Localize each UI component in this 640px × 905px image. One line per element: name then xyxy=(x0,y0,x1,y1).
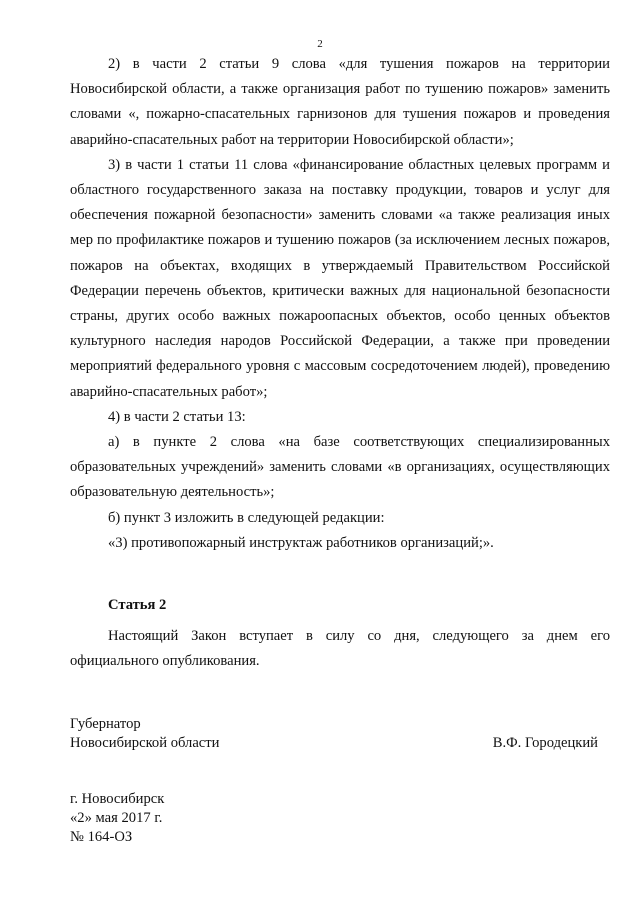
article-2-title: Статья 2 xyxy=(108,597,167,613)
signer-name: В.Ф. Городецкий xyxy=(492,735,598,751)
law-date: «2» мая 2017 г. xyxy=(70,810,163,826)
paragraph-amendment-3: 3) в части 1 статьи 11 слова «финансирование областных целевых программ и областного государственного заказа на поставку продукции, товаров и услуг для обеспечения пожарной безопасности» заменить словами «а также реализация иных мер по профилактике пожаров и тушению пожаров (за исключением лесных пожаров, пожаров на объектах, входящих в утверждаемый Правительством Российской Федерации перечень объектов, критически важных для национальной безопасности страны, других особо важных пожароопасных объектов, особо ценных объектов культурного наследия народов Российской Федерации, а также при проведении мероприятий федерального уровня с массовым сосредоточением людей), проведению аварийно-спасательных работ»; xyxy=(70,156,610,400)
amendments-body xyxy=(70,52,610,556)
paragraph-amendment-4: 4) в части 2 статьи 13: xyxy=(108,408,246,425)
signer-title: Губернатор xyxy=(70,716,141,732)
paragraph-amendment-4b: б) пункт 3 изложить в следующей редакции: xyxy=(108,509,385,526)
law-number: № 164-ОЗ xyxy=(70,829,133,845)
signer-region: Новосибирской области xyxy=(70,735,220,751)
paragraph-amendment-4b-text: «3) противопожарный инструктаж работников организаций;». xyxy=(108,534,494,551)
place-city: г. Новосибирск xyxy=(70,791,165,807)
paragraph-amendment-4a: а) в пункте 2 слова «на базе соответствующих специализированных образовательных учреждений» заменить словами «в организациях, осуществляющих образовательную деятельность»; xyxy=(70,434,610,501)
article-2-text: Настоящий Закон вступает в силу со дня, следующего за днем его официального опубликования. xyxy=(70,628,610,670)
article-2-body xyxy=(70,624,610,674)
place-date-block xyxy=(70,790,164,847)
signature-block xyxy=(70,715,610,753)
paragraph-amendment-2: 2) в части 2 статьи 9 слова «для тушения пожаров на территории Новосибирской области, а также организация работ по тушению пожаров» заменить словами «, пожарно-спасательных гарнизонов для тушения пожаров и проведения аварийно-спасательных работ на территории Новосибирской области»; xyxy=(70,56,610,148)
page-number: 2 xyxy=(317,38,323,50)
signer-row xyxy=(70,734,610,753)
